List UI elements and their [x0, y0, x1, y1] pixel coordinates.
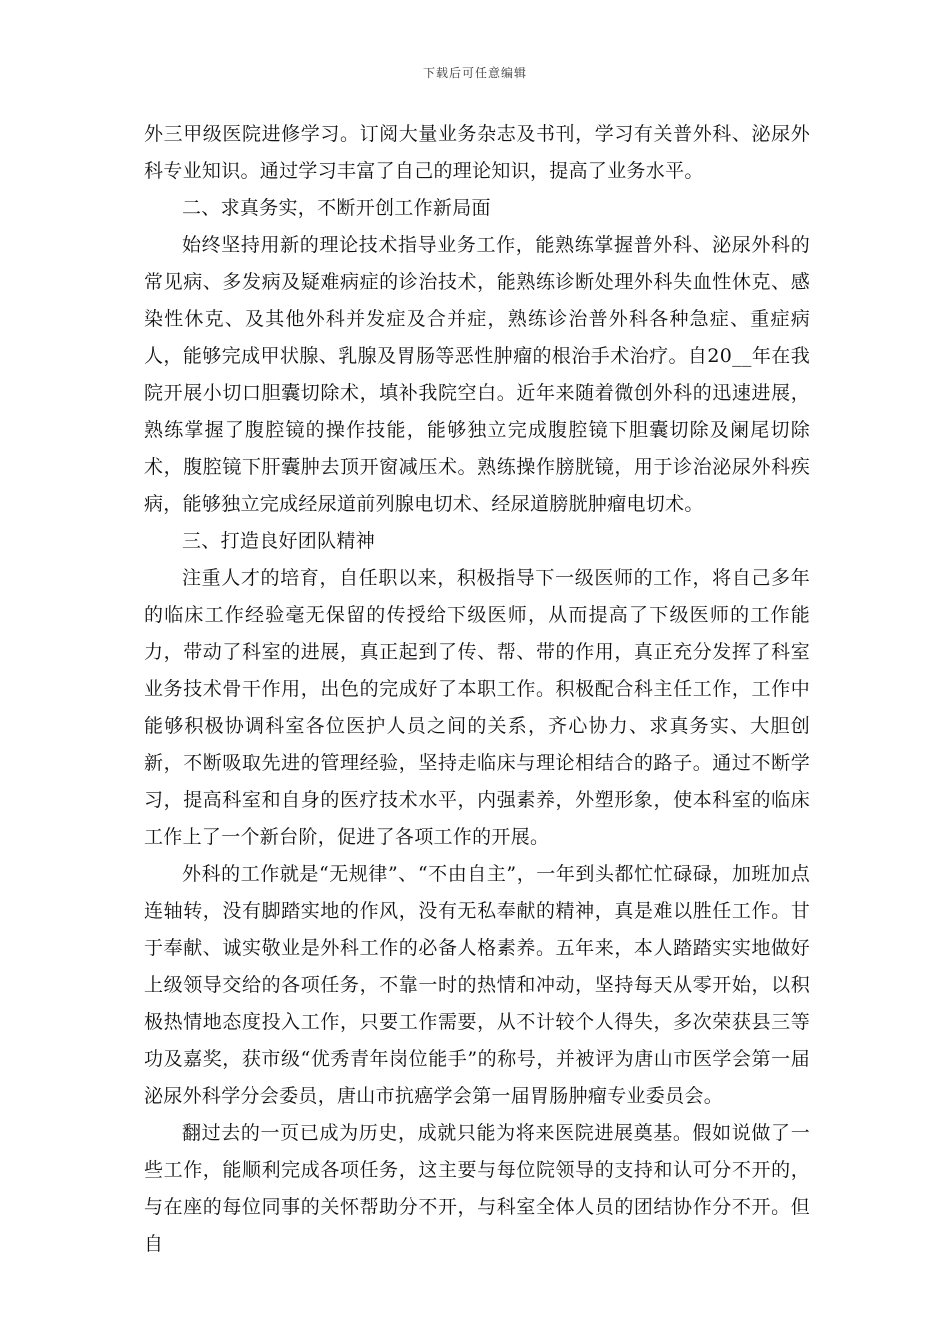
paragraph-retrospect: 翻过去的一页已成为历史，成就只能为将来医院进展奠基。假如说做了一些工作，能顺利完成各项任务，这主要与每位院领导的支持和认可分不开的，与在座的每位同事的关怀帮助分不开，与科室全体人员的团结协作分不开。但自 — [144, 1122, 810, 1255]
paragraph-dedication: 外科的工作就是“无规律”、“不由自主”，一年到头都忙忙碌碌，加班加点连轴转，没有脚踏实地的作风，没有无私奉献的精神，真是难以胜任工作。甘于奉献、诚实敬业是外科工作的必备人格素养。五年来，本人踏踏实实地做好上级领导交给的各项任务，不靠一时的热情和冲动，坚持每天从零开始，以积极热情地态度投入工作，只要工作需要，从不计较个人得失，多次荣获县三等功及嘉奖，获市级“优秀青年岗位能手”的称号，并被评为唐山市医学会第一届泌尿外科学分会委员，唐山市抗癌学会第一届胃肠肿瘤专业委员会。 — [144, 863, 810, 1107]
document-body — [144, 116, 810, 1263]
paragraph-team: 注重人才的培育，自任职以来，积极指导下一级医师的工作，将自己多年的临床工作经验毫无保留的传授给下级医师，从而提高了下级医师的工作能力，带动了科室的进展，真正起到了传、帮、带的作用，真正充分发挥了科室业务技术骨干作用，出色的完成好了本职工作。积极配合科主任工作，工作中能够积极协调科室各位医护人员之间的关系，齐心协力、求真务实、大胆创新，不断吸取先进的管理经验，坚持走临床与理论相结合的路子。通过不断学习，提高科室和自身的医疗技术水平，内强素养，外塑形象，使本科室的临床工作上了一个新台阶，促进了各项工作的开展。 — [144, 567, 810, 848]
section-heading-2: 二、求真务实，不断开创工作新局面 — [182, 197, 491, 219]
page-header-note: 下载后可任意编辑 — [422, 66, 527, 80]
section-heading-3: 三、打造良好团队精神 — [182, 530, 376, 552]
paragraph-technique: 始终坚持用新的理论技术指导业务工作，能熟练掌握普外科、泌尿外科的常见病、多发病及疑难病症的诊治技术，能熟练诊断处理外科失血性休克、感染性休克、及其他外科并发症及合并症，熟练诊治普外科各种急症、重症病人，能够完成甲状腺、乳腺及胃肠等恶性肿瘤的根治手术治疗。自20__年在我院开展小切口胆囊切除术，填补我院空白。近年来随着微创外科的迅速进展，熟练掌握了腹腔镜的操作技能，能够独立完成腹腔镜下胆囊切除及阑尾切除术，腹腔镜下肝囊肿去顶开窗减压术。熟练操作膀胱镜，用于诊治泌尿外科疾病，能够独立完成经尿道前列腺电切术、经尿道膀胱肿瘤电切术。 — [144, 234, 810, 515]
paragraph-continuation: 外三甲级医院进修学习。订阅大量业务杂志及书刊，学习有关普外科、泌尿外科专业知识。通过学习丰富了自己的理论知识，提高了业务水平。 — [144, 123, 810, 182]
